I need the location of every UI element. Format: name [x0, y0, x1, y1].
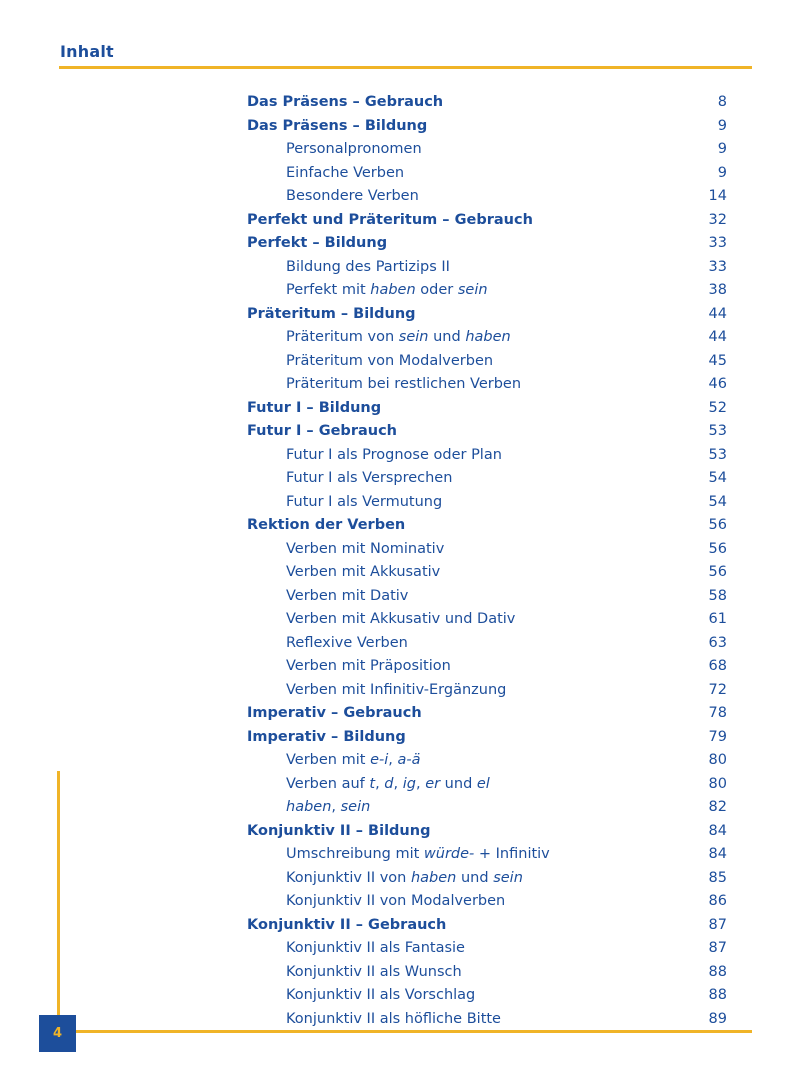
toc-chapter: [247, 303, 727, 327]
toc-subsection: [247, 444, 727, 468]
toc-entry-title: Besondere Verben: [286, 188, 419, 204]
toc-page-number: 80: [708, 752, 727, 768]
toc-subsection: [247, 561, 727, 585]
toc-subsection: [247, 538, 727, 562]
toc-entry-title: Futur I als Prognose oder Plan: [286, 446, 502, 463]
toc-page-number: 9: [717, 141, 727, 157]
toc-page-number: 89: [708, 1010, 727, 1027]
toc-entry-title: Umschreibung mit würde- + Infinitiv: [286, 846, 550, 862]
toc-entry-title: Präteritum von sein und haben: [286, 329, 511, 345]
toc-chapter: [247, 232, 727, 256]
toc-entry-title: Futur I – Bildung: [247, 399, 382, 416]
toc-entry-title: Konjunktiv II als Wunsch: [286, 963, 462, 980]
table-of-contents: [247, 91, 727, 1031]
toc-entry-title: Futur I – Gebrauch: [247, 423, 397, 439]
toc-page-number: 8: [717, 94, 727, 110]
toc-page-number: 32: [708, 211, 727, 228]
toc-entry-title: Reflexive Verben: [286, 634, 408, 651]
toc-entry-title: Verben mit Dativ: [286, 587, 409, 604]
toc-page-number: 80: [708, 775, 727, 792]
toc-page-number: 56: [708, 517, 727, 533]
toc-chapter: [247, 209, 727, 233]
toc-subsection: [247, 373, 727, 397]
toc-entry-title: Präteritum – Bildung: [247, 305, 416, 322]
toc-subsection: [247, 961, 727, 985]
toc-chapter: [247, 820, 727, 844]
toc-subsection: [247, 773, 727, 797]
toc-page-number: 63: [708, 634, 727, 651]
toc-page-number: 14: [708, 188, 727, 204]
toc-subsection: [247, 162, 727, 186]
toc-page-number: 72: [708, 681, 727, 698]
toc-page-number: 9: [717, 164, 727, 181]
toc-subsection: [247, 632, 727, 656]
toc-page-number: 84: [708, 846, 727, 862]
toc-entry-title: Verben mit Nominativ: [286, 540, 445, 557]
toc-chapter: [247, 914, 727, 938]
toc-page-number: 88: [708, 963, 727, 980]
toc-entry-title: Einfache Verben: [286, 164, 405, 181]
toc-page-number: 87: [708, 940, 727, 956]
toc-entry-title: Perfekt und Präteritum – Gebrauch: [247, 211, 533, 228]
toc-entry-title: Präteritum von Modalverben: [286, 352, 494, 369]
toc-subsection: [247, 138, 727, 162]
toc-chapter: [247, 397, 727, 421]
toc-entry-title: Verben auf t, d, ig, er und el: [286, 775, 490, 792]
toc-page-number: 85: [708, 869, 727, 886]
toc-entry-title: Das Präsens – Bildung: [247, 117, 428, 134]
toc-subsection: [247, 350, 727, 374]
footer-divider: [59, 1030, 752, 1033]
toc-subsection: [247, 890, 727, 914]
toc-chapter: [247, 115, 727, 139]
toc-subsection: [247, 185, 727, 209]
toc-page-number: 53: [708, 423, 727, 439]
toc-page-number: 56: [708, 564, 727, 580]
toc-subsection: [247, 585, 727, 609]
toc-entry-title: Bildung des Partizips II: [286, 258, 450, 275]
toc-entry-title: Imperativ – Gebrauch: [247, 705, 422, 721]
page-number-badge: 4: [39, 1015, 76, 1052]
toc-subsection: [247, 679, 727, 703]
toc-subsection: [247, 256, 727, 280]
toc-entry-title: Rektion der Verben: [247, 517, 406, 533]
toc-page-number: 87: [708, 916, 727, 933]
header-divider: [59, 66, 752, 69]
toc-entry-title: Perfekt – Bildung: [247, 235, 388, 251]
toc-entry-title: Verben mit e-i, a-ä: [286, 752, 421, 768]
page-title: Inhalt: [60, 42, 114, 61]
toc-entry-title: Perfekt mit haben oder sein: [286, 282, 488, 298]
toc-entry-title: Futur I als Versprechen: [286, 470, 453, 486]
toc-entry-title: Konjunktiv II von Modalverben: [286, 893, 506, 909]
toc-subsection: [247, 467, 727, 491]
toc-page-number: 33: [708, 235, 727, 251]
toc-entry-title: Konjunktiv II als Fantasie: [286, 940, 465, 956]
toc-entry-title: Verben mit Präposition: [286, 658, 451, 674]
toc-entry-title: haben, sein: [286, 799, 371, 815]
toc-page-number: 56: [708, 540, 727, 557]
toc-page-number: 44: [708, 305, 727, 322]
toc-page-number: 46: [708, 376, 727, 392]
toc-page-number: 54: [708, 470, 727, 486]
toc-entry-title: Konjunktiv II von haben und sein: [286, 869, 523, 886]
toc-page-number: 78: [708, 705, 727, 721]
toc-entry-title: Präteritum bei restlichen Verben: [286, 376, 522, 392]
toc-chapter: [247, 514, 727, 538]
toc-subsection: [247, 867, 727, 891]
toc-page-number: 33: [708, 258, 727, 275]
toc-entry-title: Verben mit Akkusativ und Dativ: [286, 611, 516, 627]
toc-page-number: 79: [708, 728, 727, 745]
toc-chapter: [247, 702, 727, 726]
toc-page-number: 9: [717, 117, 727, 134]
toc-entry-title: Das Präsens – Gebrauch: [247, 94, 444, 110]
toc-page-number: 44: [708, 329, 727, 345]
toc-chapter: [247, 420, 727, 444]
toc-page-number: 84: [708, 822, 727, 839]
toc-subsection: [247, 796, 727, 820]
toc-entry-title: Konjunktiv II – Bildung: [247, 822, 431, 839]
toc-subsection: [247, 1008, 727, 1032]
toc-subsection: [247, 937, 727, 961]
toc-subsection: [247, 279, 727, 303]
toc-page-number: 54: [708, 493, 727, 510]
toc-entry-title: Verben mit Infinitiv-Ergänzung: [286, 681, 507, 698]
toc-page-number: 45: [708, 352, 727, 369]
toc-entry-title: Personalpronomen: [286, 141, 422, 157]
toc-page-number: 61: [708, 611, 727, 627]
toc-chapter: [247, 91, 727, 115]
toc-entry-title: Imperativ – Bildung: [247, 728, 406, 745]
toc-entry-title: Futur I als Vermutung: [286, 493, 443, 510]
toc-subsection: [247, 326, 727, 350]
toc-subsection: [247, 984, 727, 1008]
toc-subsection: [247, 843, 727, 867]
toc-page-number: 82: [708, 799, 727, 815]
toc-page-number: 53: [708, 446, 727, 463]
toc-entry-title: Verben mit Akkusativ: [286, 564, 441, 580]
toc-page-number: 38: [708, 282, 727, 298]
side-accent-line: [57, 771, 60, 1033]
toc-page-number: 88: [708, 987, 727, 1003]
toc-entry-title: Konjunktiv II – Gebrauch: [247, 916, 447, 933]
toc-entry-title: Konjunktiv II als höfliche Bitte: [286, 1010, 501, 1027]
toc-page-number: 52: [708, 399, 727, 416]
toc-subsection: [247, 491, 727, 515]
toc-page-number: 58: [708, 587, 727, 604]
toc-subsection: [247, 608, 727, 632]
toc-page-number: 68: [708, 658, 727, 674]
toc-page-number: 86: [708, 893, 727, 909]
toc-entry-title: Konjunktiv II als Vorschlag: [286, 987, 476, 1003]
toc-subsection: [247, 749, 727, 773]
toc-chapter: [247, 726, 727, 750]
toc-subsection: [247, 655, 727, 679]
